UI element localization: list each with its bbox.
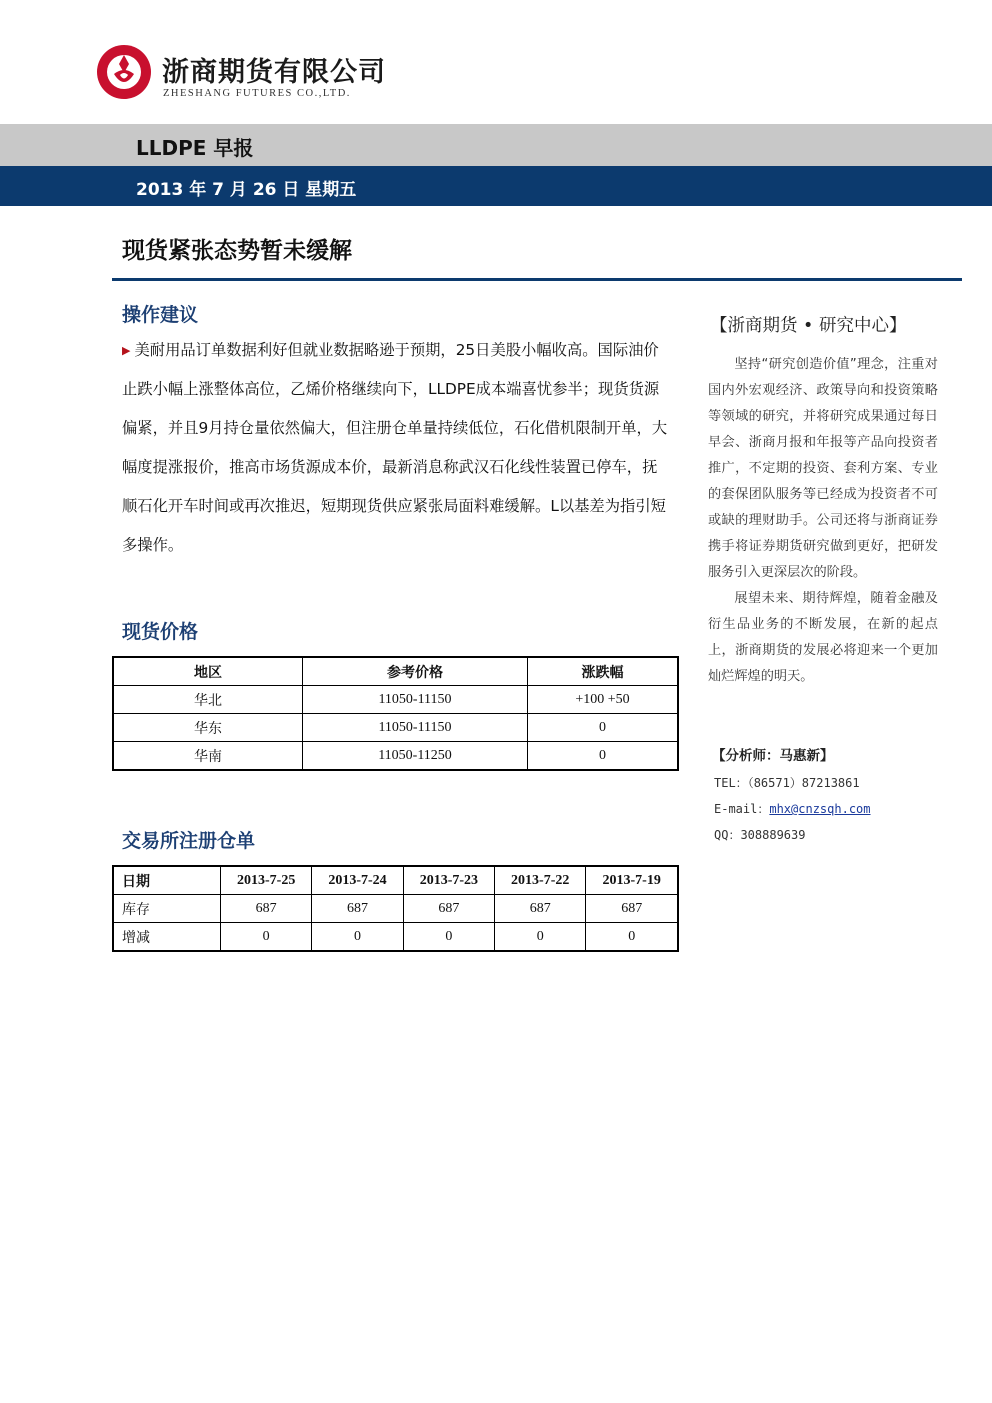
table-cell: 华北 xyxy=(113,686,303,714)
table-row xyxy=(113,714,678,742)
table-cell: 687 xyxy=(586,895,678,923)
spot-price-table xyxy=(112,656,679,771)
report-type-band xyxy=(0,124,992,166)
warehouse-heading: 交易所注册仓单 xyxy=(122,830,256,852)
company-logo-icon xyxy=(96,44,152,100)
table-row xyxy=(113,895,678,923)
tel-value: （86571）87213861 xyxy=(747,776,860,790)
report-date: 2013 年 7 月 26 日 星期五 xyxy=(136,180,357,200)
table-row xyxy=(113,686,678,714)
headline: 现货紧张态势暂未缓解 xyxy=(122,238,352,264)
table-header-row xyxy=(113,866,678,895)
column-header: 2013-7-24 xyxy=(312,866,403,895)
table-cell: +100 +50 xyxy=(528,686,679,714)
table-cell: 687 xyxy=(495,895,586,923)
company-name-en: ZHESHANG FUTURES CO.,LTD. xyxy=(163,88,351,99)
table-cell: 增减 xyxy=(113,923,221,952)
table-cell: 0 xyxy=(528,714,679,742)
table-cell: 华南 xyxy=(113,742,303,771)
research-center-intro xyxy=(708,352,938,690)
table-cell: 687 xyxy=(221,895,312,923)
email-link[interactable]: mhx@cnzsqh.com xyxy=(769,802,871,816)
company-name-cn: 浙商期货有限公司 xyxy=(162,57,386,88)
column-header: 2013-7-23 xyxy=(403,866,494,895)
report-type: LLDPE 早报 xyxy=(136,136,254,160)
table-cell: 0 xyxy=(586,923,678,952)
table-row xyxy=(113,742,678,771)
tel-label: TEL： xyxy=(714,776,748,790)
research-center-title: 【浙商期货 • 研究中心】 xyxy=(710,316,907,336)
column-header: 2013-7-22 xyxy=(495,866,586,895)
table-cell: 0 xyxy=(495,923,586,952)
table-row xyxy=(113,923,678,952)
column-header: 参考价格 xyxy=(303,657,528,686)
intro-paragraph: 坚持“研究创造价值”理念，注重对国内外宏观经济、政策导向和投资策略等领域的研究，并将研究成果通过每日早会、浙商月报和年报等产品向投资者推广，不定期的投资、套利方案、专业的套保团队服务等已经成为投资者不可或缺的理财助手。公司还将与浙商证券携手将证券期货研究做到更好，把研发服务引入更深层次的阶段。 xyxy=(708,357,938,580)
column-header: 2013-7-25 xyxy=(221,866,312,895)
table-cell: 0 xyxy=(403,923,494,952)
column-header: 2013-7-19 xyxy=(586,866,678,895)
table-cell: 0 xyxy=(221,923,312,952)
advice-text: 美耐用品订单数据利好但就业数据略逊于预期，25日美股小幅收高。国际油价止跌小幅上涨整体高位，乙烯价格继续向下，LLDPE成本端喜忧参半；现货货源偏紧，并且9月持仓量依然偏大，但注册仓单量持续低位，石化借机限制开单，大幅度提涨报价，推高市场货源成本价，最新消息称武汉石化线性装置已停车，抚顺石化开车时间或再次推迟，短期现货供应紧张局面料难缓解。L以基差为指引短多操作。 xyxy=(122,341,668,554)
table-cell: 11050-11250 xyxy=(303,742,528,771)
contact-qq xyxy=(714,826,805,843)
table-cell: 687 xyxy=(403,895,494,923)
column-header: 涨跌幅 xyxy=(528,657,679,686)
email-label: E-mail： xyxy=(714,802,770,816)
table-cell: 库存 xyxy=(113,895,221,923)
bullet-arrow-icon: ▶ xyxy=(122,344,131,357)
table-cell: 11050-11150 xyxy=(303,686,528,714)
contact-tel xyxy=(714,774,860,791)
contact-email xyxy=(714,800,871,817)
advice-paragraph xyxy=(122,331,670,565)
table-cell: 华东 xyxy=(113,714,303,742)
analyst-name: 【分析师：马惠新】 xyxy=(712,748,834,764)
spot-heading: 现货价格 xyxy=(122,621,199,643)
headline-divider xyxy=(112,278,962,281)
column-header: 日期 xyxy=(113,866,221,895)
column-header: 地区 xyxy=(113,657,303,686)
table-cell: 687 xyxy=(312,895,403,923)
table-cell: 11050-11150 xyxy=(303,714,528,742)
intro-paragraph: 展望未来、期待辉煌，随着金融及衍生品业务的不断发展，在新的起点上，浙商期货的发展必将迎来一个更加灿烂辉煌的明天。 xyxy=(708,591,938,684)
table-cell: 0 xyxy=(312,923,403,952)
qq-label: QQ： xyxy=(714,828,741,842)
qq-value: 308889639 xyxy=(740,828,806,842)
table-header-row xyxy=(113,657,678,686)
report-date-band xyxy=(0,166,992,206)
warehouse-receipt-table xyxy=(112,865,679,952)
table-cell: 0 xyxy=(528,742,679,771)
advice-heading: 操作建议 xyxy=(122,304,199,326)
